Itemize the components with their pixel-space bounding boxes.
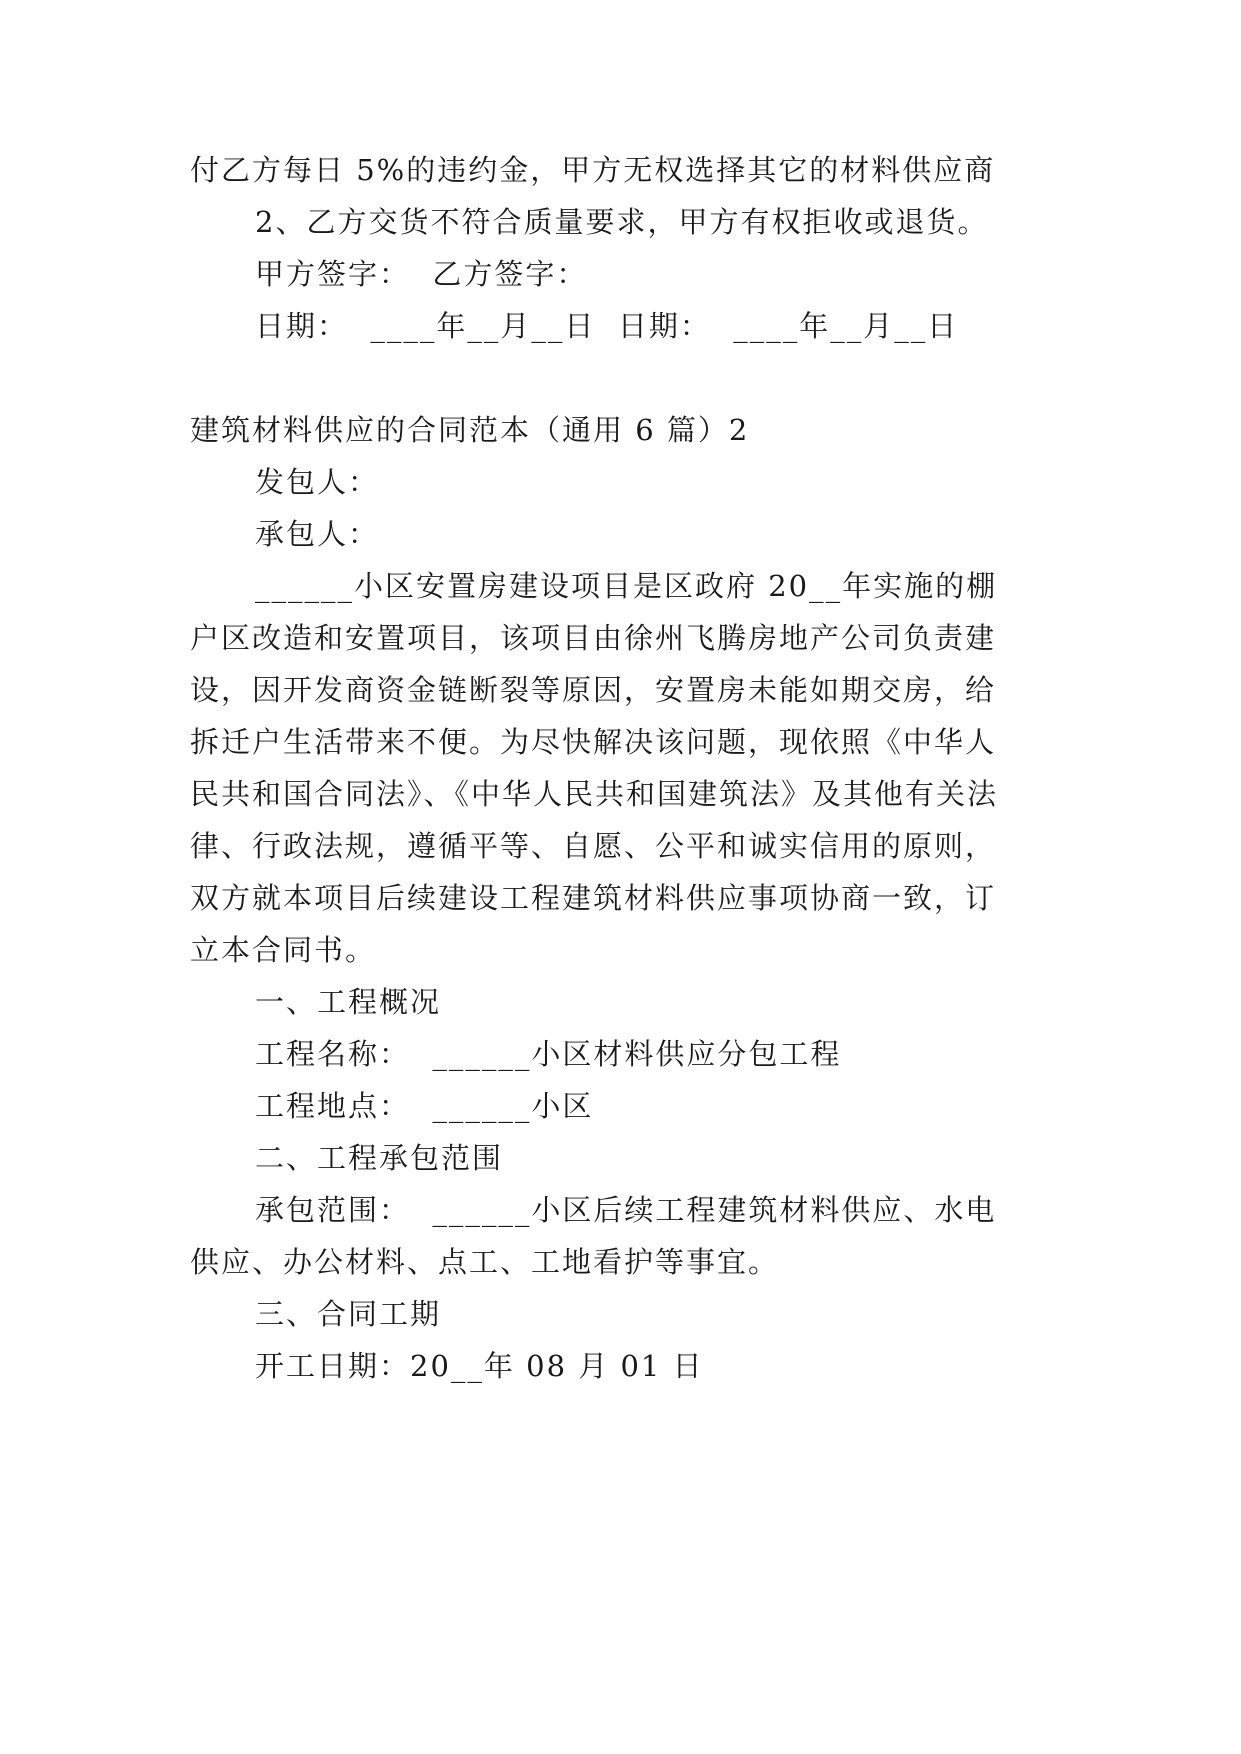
section-heading: 二、工程承包范围 [255, 1141, 504, 1175]
paragraph-line: 户区改造和安置项目，该项目由徐州飞腾房地产公司负责建 [190, 621, 997, 655]
paragraph-line: 设，因开发商资金链断裂等原因，安置房未能如期交房，给 [190, 673, 997, 707]
paragraph-line: 民共和国合同法》、《中华人民共和国建筑法》及其他有关法 [190, 777, 999, 811]
paragraph-line: 发包人： [255, 465, 380, 499]
paragraph-line: 双方就本项目后续建设工程建筑材料供应事项协商一致，订 [190, 881, 997, 915]
paragraph-line: 立本合同书。 [190, 933, 377, 967]
paragraph-line: 开工日期：20__年 08 月 01 日 [255, 1349, 704, 1383]
section-heading: 一、工程概况 [255, 985, 442, 1019]
signature-line: 甲方签字： 乙方签字： [255, 257, 588, 291]
paragraph-line: 供应、办公材料、点工、工地看护等事宜。 [190, 1245, 780, 1279]
paragraph-line: 工程名称： ______小区材料供应分包工程 [255, 1037, 842, 1071]
paragraph-line: 2、乙方交货不符合质量要求，甲方有权拒收或退货。 [255, 205, 989, 239]
paragraph-line: 律、行政法规，遵循平等、自愿、公平和诚实信用的原则， [190, 829, 997, 863]
paragraph-line: 承包人： [255, 517, 380, 551]
paragraph-line: 承包范围： ______小区后续工程建筑材料供应、水电 [255, 1193, 997, 1227]
section-title: 建筑材料供应的合同范本（通用 6 篇）2 [190, 413, 750, 447]
section-heading: 三、合同工期 [255, 1297, 442, 1331]
paragraph-line: 拆迁户生活带来不便。为尽快解决该问题，现依照《中华人 [190, 725, 997, 759]
paragraph-line: ______小区安置房建设项目是区政府 20__年实施的棚 [255, 569, 998, 603]
paragraph-line: 工程地点： ______小区 [255, 1089, 594, 1123]
paragraph-line: 付乙方每日 5%的违约金，甲方无权选择其它的材料供应商 [190, 153, 996, 187]
date-line: 日期： ____年__月__日 日期： ____年__月__日 [255, 309, 959, 343]
